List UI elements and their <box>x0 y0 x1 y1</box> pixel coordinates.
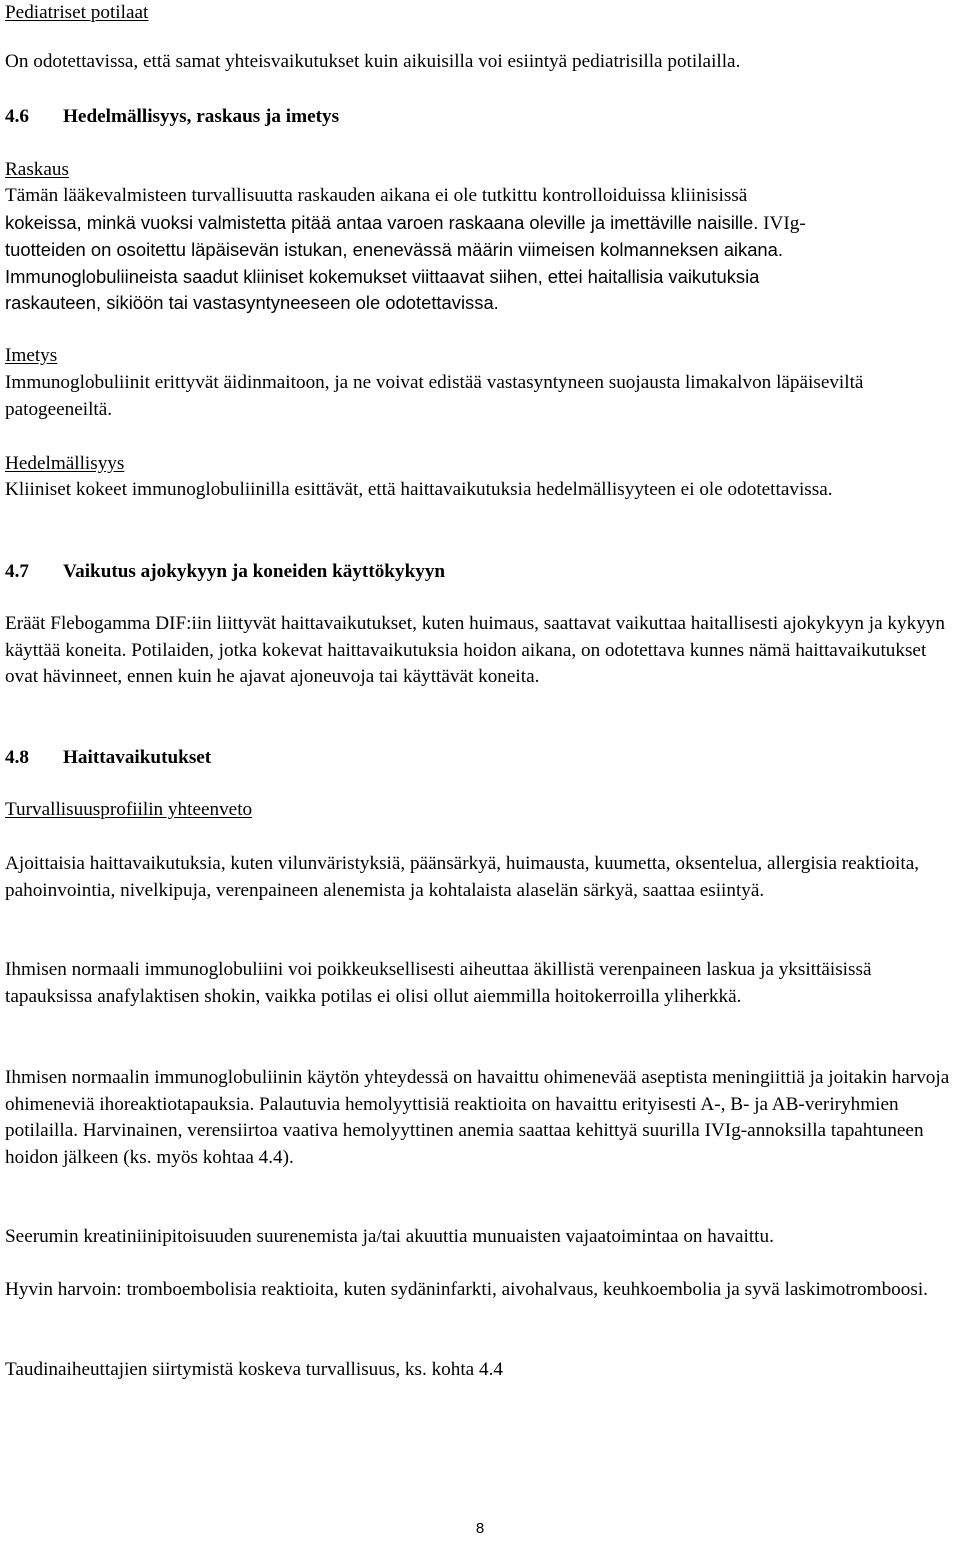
page-number: 8 <box>475 1520 485 1537</box>
section-number: 4.7 <box>5 561 29 582</box>
adverse-paragraph-1: Ajoittaisia haittavaikutuksia, kuten vilunväristyksiä, päänsärkyä, huimausta, kuumetta, oksentelua, allergisia reaktioita, pahoinvointia, nivelkipuja, verenpaineen alenemista ja kohtalaista alaselän särkyä, saattaa esiintyä. <box>5 853 920 901</box>
section-title: Vaikutus ajokykyyn ja koneiden käyttökykyyn <box>63 561 446 582</box>
imetys-text: Immunoglobuliinit erittyvät äidinmaitoon, ja ne voivat edistää vastasyntyneen suojausta limakalvon läpäiseviltä patogeeneiltä. <box>5 372 864 420</box>
fertility-heading: Hedelmällisyys <box>5 453 125 474</box>
section-title: Hedelmällisyys, raskaus ja imetys <box>63 106 340 127</box>
section-4-6-heading <box>5 104 957 131</box>
raskaus-heading: Raskaus <box>5 159 69 180</box>
pediatric-text: On odotettavissa, että samat yhteisvaikutukset kuin aikuisilla voi esiintyä pediatrisilla potilailla. <box>5 51 741 72</box>
safety-profile-heading: Turvallisuusprofiilin yhteenveto <box>5 799 253 820</box>
imetys-heading: Imetys <box>5 345 58 366</box>
raskaus-line: tuotteiden on osoitettu läpäisevän istukan, enenevässä määrin viimeisen kolmanneksen aikana. <box>5 239 783 260</box>
fertility-text: Kliiniset kokeet immunoglobuliinilla esittävät, että haittavaikutuksia hedelmällisyyteen ei ole odotettavissa. <box>5 479 833 500</box>
section-4-7-heading <box>5 559 957 586</box>
pediatric-heading: Pediatriset potilaat <box>5 2 149 23</box>
raskaus-line: Immunoglobuliineista saadut kliiniset kokemukset viittaavat siihen, ettei haitallisia vaikutuksia <box>5 265 760 287</box>
raskaus-line: Tämän lääkevalmisteen turvallisuutta raskauden aikana ei ole tutkittu kontrolloiduissa kliinisissä <box>5 185 748 206</box>
adverse-paragraph-5: Hyvin harvoin: tromboembolisia reaktioita, kuten sydäninfarkti, aivohalvaus, keuhkoembolia ja syvä laskimotromboosi. <box>5 1279 928 1300</box>
section-number: 4.8 <box>5 747 29 768</box>
raskaus-line: raskauteen, sikiöön tai vastasyntyneeseen ole odotettavissa. <box>5 292 499 313</box>
adverse-paragraph-2: Ihmisen normaali immunoglobuliini voi poikkeuksellisesti aiheuttaa äkillistä verenpaineen laskua ja yksittäisissä tapauksissa anafylaktisen shokin, vaikka potilas ei olisi ollut aiemmilla hoitokerroilla yliherkkä. <box>5 959 872 1007</box>
adverse-paragraph-6: Taudinaiheuttajien siirtymistä koskeva turvallisuus, ks. kohta 4.4 <box>5 1359 503 1380</box>
adverse-paragraph-3: Ihmisen normaalin immunoglobuliinin käytön yhteydessä on havaittu ohimenevää aseptista meningiittiä ja joitakin harvoja ohimeneviä ihoreaktiotapauksia. Palautuvia hemolyyttisiä reaktioita on havaittu erityisesti A-, B- ja AB-veriryhmien potilailla. Harvinainen, verensiirtoa vaativa hemolyyttinen anemia saattaa kehittyä suurilla IVIg-annoksilla tapahtuneen hoidon jälkeen (ks. myös kohtaa 4.4). <box>5 1067 950 1168</box>
section-4-8-heading <box>5 745 957 772</box>
section-number: 4.6 <box>5 106 29 127</box>
section-4-7-text: Eräät Flebogamma DIF:iin liittyvät haittavaikutukset, kuten huimaus, saattavat vaikuttaa haitallisesti ajokykyyn ja kykyyn käyttää koneita. Potilaiden, jotka kokevat haittavaikutuksia hoidon aikana, on odotettava kunnes nämä haittavaikutukset ovat hävinneet, ennen kuin he ajavat ajoneuvoja tai käyttävät koneita. <box>5 613 945 687</box>
raskaus-line: kokeissa, minkä vuoksi valmistetta pitää antaa varoen raskaana oleville ja imettäville naisille. IVIg- <box>5 211 806 234</box>
section-title: Haittavaikutukset <box>63 747 212 768</box>
adverse-paragraph-4: Seerumin kreatiniinipitoisuuden suurenemista ja/tai akuuttia munuaisten vajaatoimintaa on havaittu. <box>5 1226 774 1247</box>
raskaus-paragraph <box>5 183 957 317</box>
